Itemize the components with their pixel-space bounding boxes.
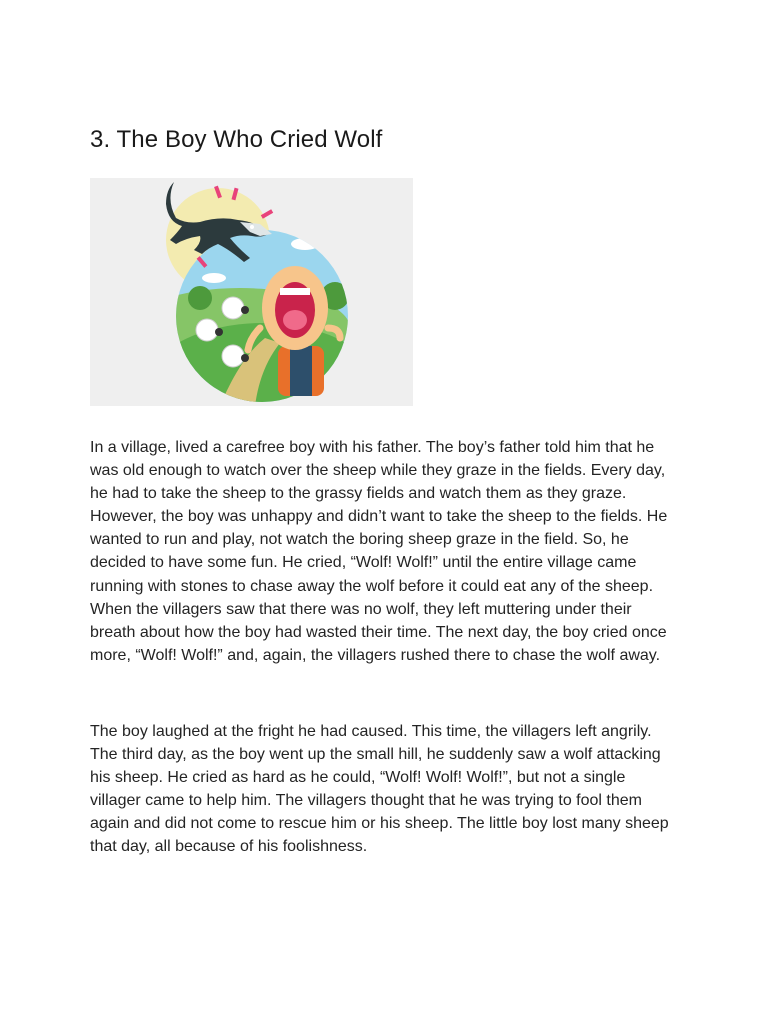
boy-crying-wolf-illustration — [90, 178, 413, 406]
page-title: 3. The Boy Who Cried Wolf — [90, 126, 383, 153]
scene-circle — [130, 228, 382, 406]
illustration-graphic — [90, 178, 413, 406]
story-paragraph: The boy laughed at the fright he had caused. This time, the villagers left angrily. The third day, as the boy went up the small hill, he suddenly saw a wolf attacking his sheep. He cried as hard as he could, “Wolf! Wolf! Wolf!”, but not a single villager came to help him. The villagers thought that he was trying to fool them again and did not come to rescue him or his sheep. The little boy lost many sheep that day, all because of his foolishness. — [90, 723, 669, 856]
story-paragraph: In a village, lived a carefree boy with his father. The boy’s father told him that he was old enough to watch over the sheep while they graze in the fields. Every day, he had to take the sheep to the grassy fields and watch them as they graze. However, the boy was unhappy and didn’t want to take the sheep to the fields. He wanted to run and play, not watch the boring sheep graze in the field. So, he decided to have some fun. He cried, “Wolf! Wolf!” until the entire village came running with stones to chase away the wolf before it could eat any of the sheep. When the villagers saw that there was no wolf, they left muttering under their breath about how the boy had wasted their time. The next day, the boy cried once more, “Wolf! Wolf!” and, again, the villagers rushed there to chase the wolf away. — [90, 439, 668, 664]
